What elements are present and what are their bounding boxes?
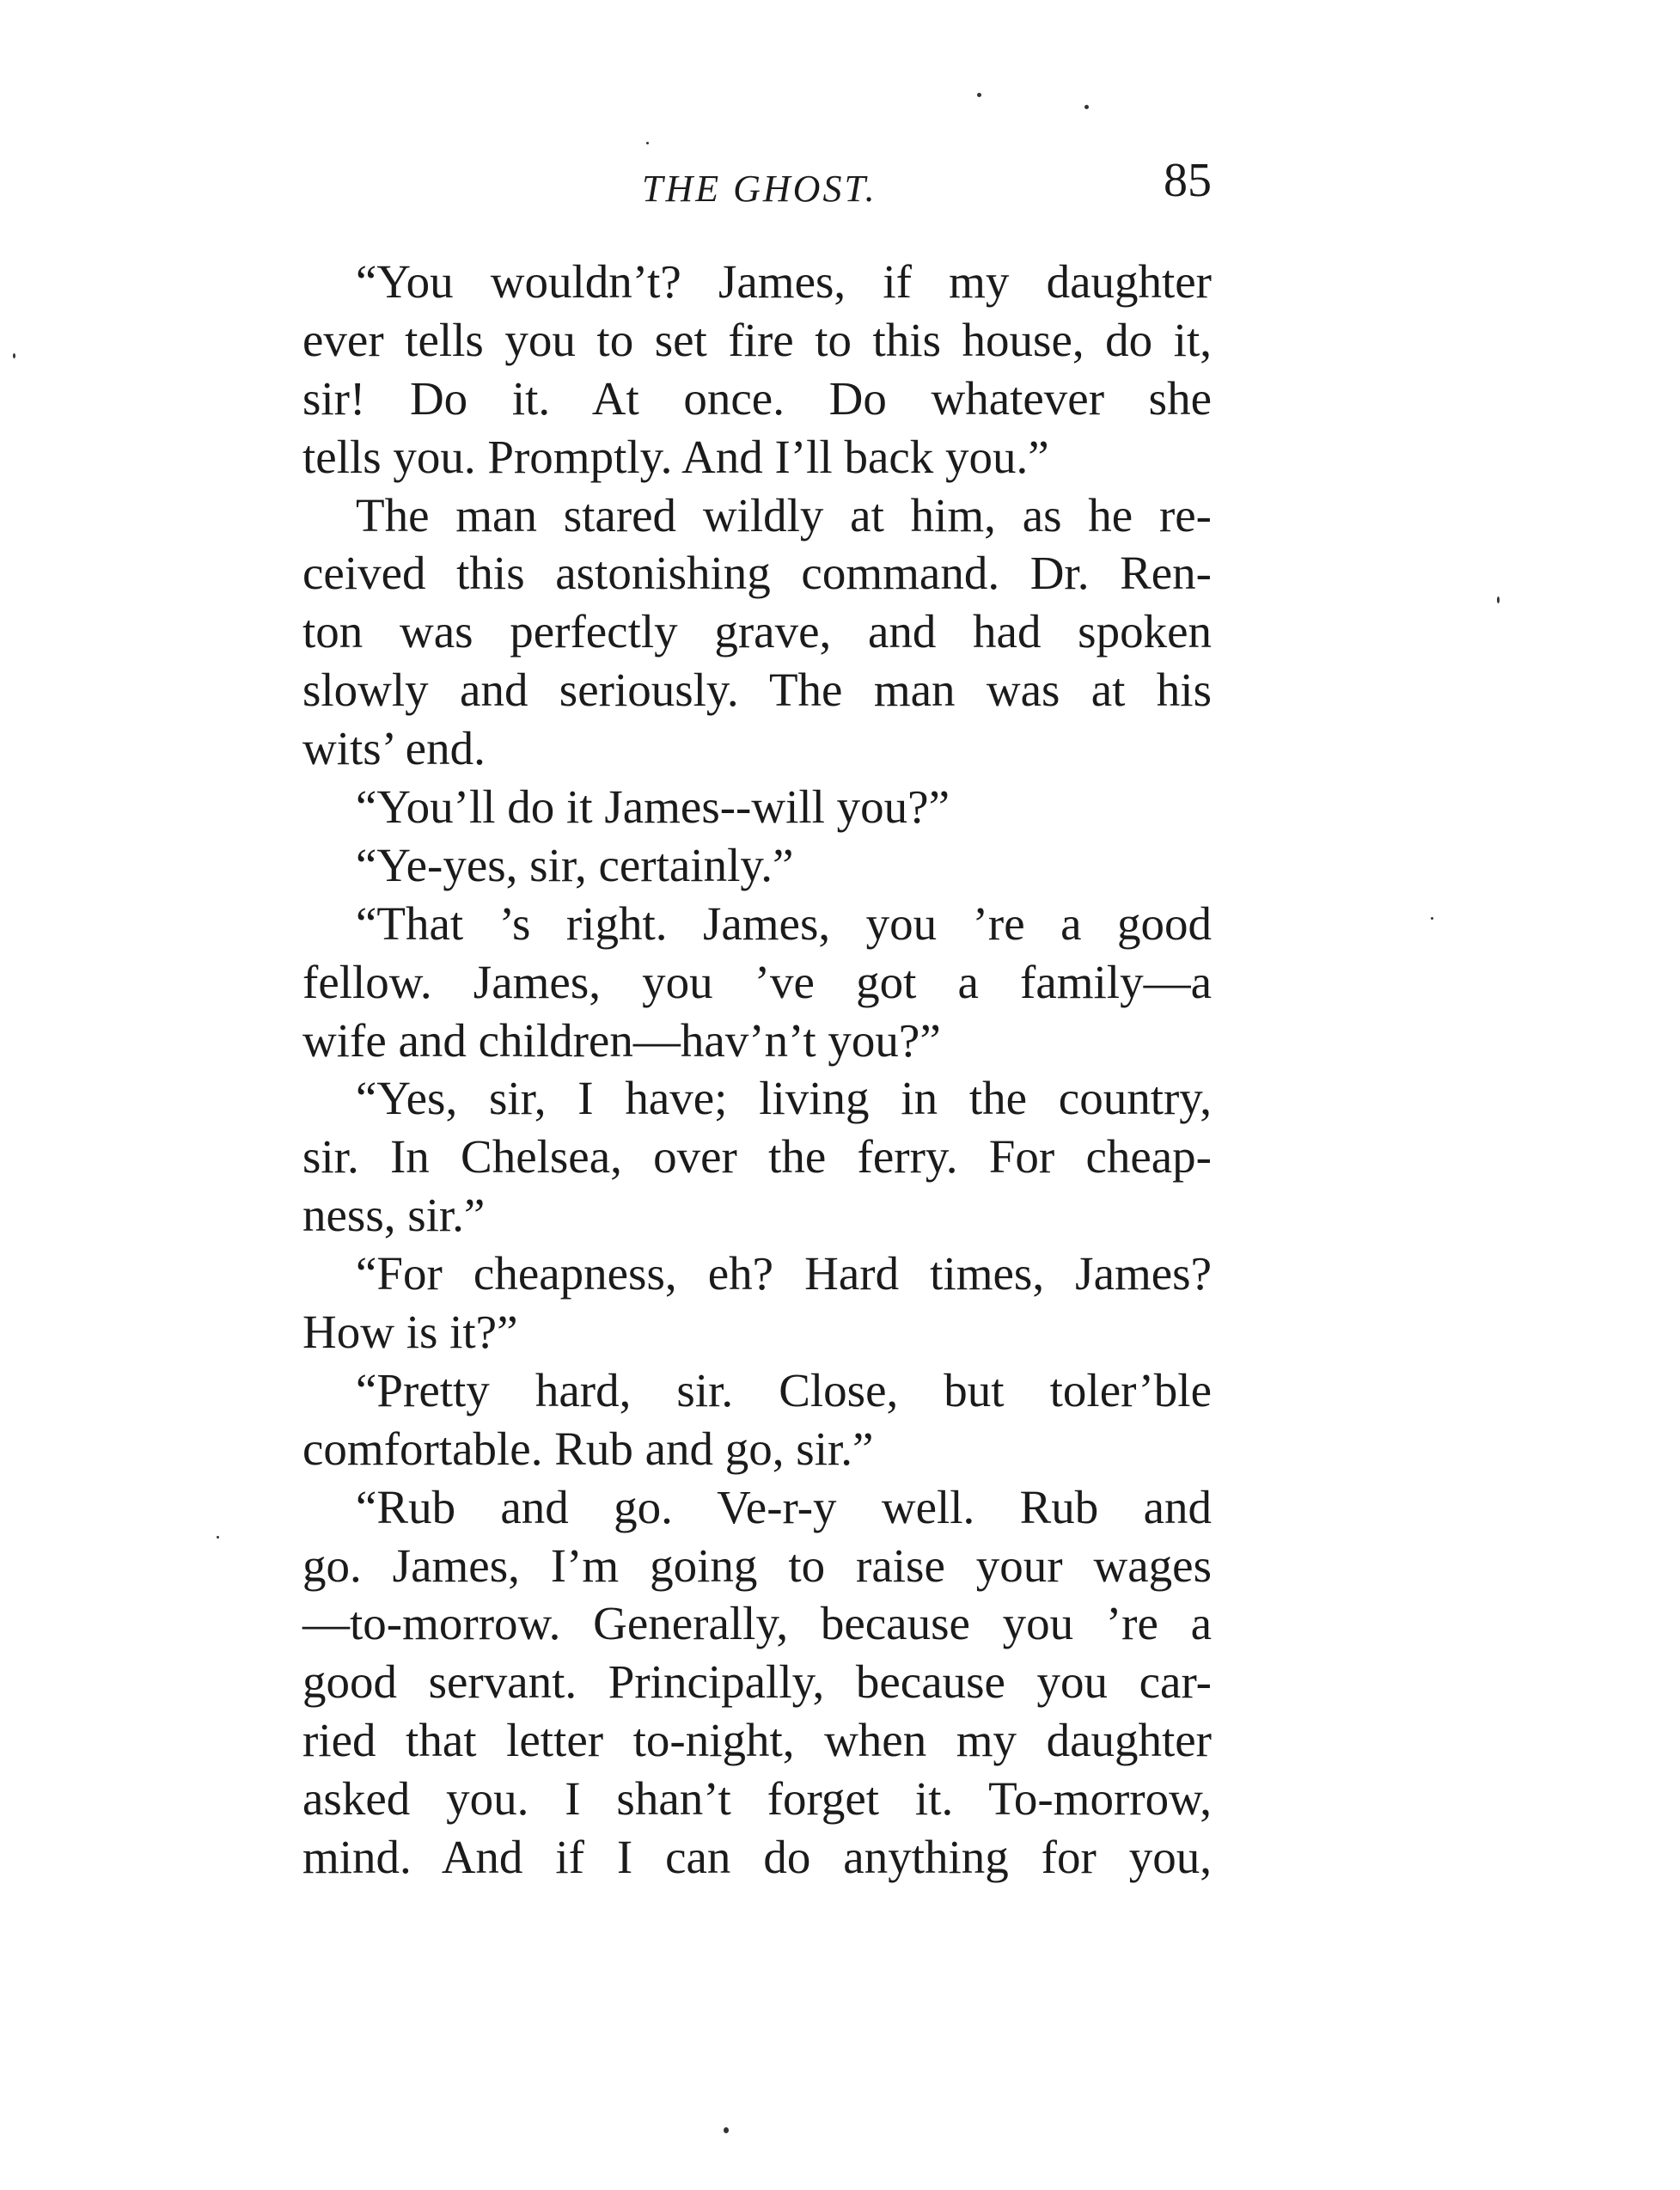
text-line: sir. In Chelsea, over the ferry. For cheap- bbox=[302, 1130, 1212, 1184]
text-line: go. James, I’m going to raise your wages bbox=[302, 1539, 1212, 1592]
text-line: fellow. James, you ’ve got a family—a bbox=[302, 955, 1212, 1008]
text-line: sir! Do it. At once. Do whatever she bbox=[302, 371, 1212, 425]
text-line: —to-morrow. Generally, because you ’re a bbox=[302, 1597, 1212, 1650]
text-line: ton was perfectly grave, and had spoken bbox=[302, 605, 1212, 658]
text-line: “You wouldn’t? James, if my daughter bbox=[356, 255, 1212, 308]
text-line: comfortable. Rub and go, sir.” bbox=[302, 1422, 874, 1475]
text-line: “You’ll do it James--will you?” bbox=[356, 780, 950, 834]
running-title: THE GHOST. bbox=[642, 168, 877, 210]
text-line: “That ’s right. James, you ’re a good bbox=[356, 896, 1212, 950]
text-line: “Ye-yes, sir, certainly.” bbox=[356, 838, 794, 891]
text-line: ceived this astonishing command. Dr. Ren- bbox=[302, 547, 1212, 600]
body-text bbox=[302, 253, 1212, 1887]
scan-speck bbox=[1431, 917, 1433, 920]
scan-speck bbox=[217, 1536, 219, 1539]
text-line: “Yes, sir, I have; living in the country, bbox=[356, 1072, 1212, 1125]
scan-speck bbox=[1497, 596, 1500, 603]
text-line: wits’ end. bbox=[302, 722, 486, 775]
scan-speck bbox=[646, 142, 649, 144]
text-line: ried that letter to-night, when my daughter bbox=[302, 1714, 1212, 1767]
text-line: “For cheapness, eh? Hard times, James? bbox=[356, 1247, 1212, 1300]
page-number: 85 bbox=[1164, 154, 1212, 207]
scan-speck bbox=[977, 93, 981, 97]
scan-speck bbox=[1084, 105, 1089, 109]
text-line: “Rub and go. Ve-r-y well. Rub and bbox=[356, 1480, 1212, 1533]
text-line: ever tells you to set fire to this house, do it, bbox=[302, 313, 1212, 366]
text-line: The man stared wildly at him, as he re- bbox=[356, 488, 1212, 541]
text-line: How is it?” bbox=[302, 1306, 518, 1359]
text-line: slowly and seriously. The man was at his bbox=[302, 664, 1212, 717]
text-line: “Pretty hard, sir. Close, but toler’ble bbox=[356, 1363, 1212, 1416]
text-line: ness, sir.” bbox=[302, 1189, 486, 1242]
scan-speck bbox=[724, 2127, 729, 2133]
text-line: asked you. I shan’t forget it. To-morrow, bbox=[302, 1772, 1212, 1826]
text-line: mind. And if I can do anything for you, bbox=[302, 1831, 1212, 1884]
text-line: wife and children—hav’n’t you?” bbox=[302, 1013, 941, 1067]
running-header bbox=[302, 153, 1212, 230]
text-line: tells you. Promptly. And I’ll back you.” bbox=[302, 430, 1049, 483]
scan-speck bbox=[13, 353, 15, 358]
text-line: good servant. Principally, because you car- bbox=[302, 1655, 1212, 1709]
